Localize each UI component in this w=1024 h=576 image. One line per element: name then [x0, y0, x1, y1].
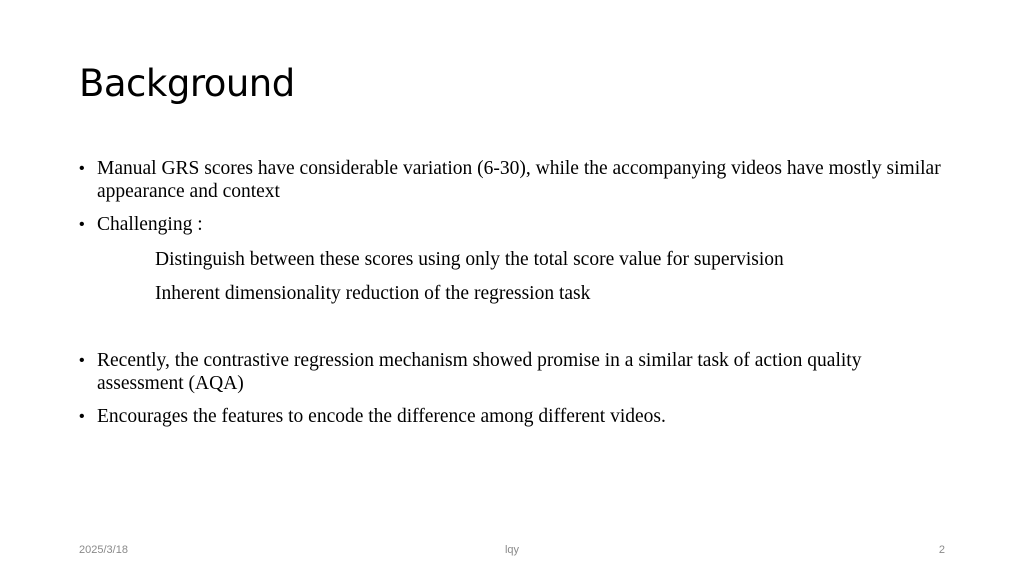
bullet-text: Recently, the contrastive regression mechanism showed promise in a similar task of action quality assessment (AQA): [97, 350, 862, 394]
bullet-marker: •: [79, 160, 85, 177]
bullet-item: [79, 349, 949, 395]
bullet-item: [79, 405, 949, 428]
bullet-item: [79, 157, 949, 203]
bullet-item: [79, 213, 949, 236]
bullet-text: Encourages the features to encode the difference among different videos.: [97, 406, 666, 427]
slide-number: 2: [938, 544, 945, 556]
footer-author: lqy: [504, 544, 520, 556]
sub-point: Inherent dimensionality reduction of the regression task: [155, 283, 591, 304]
bullet-marker: •: [79, 352, 85, 369]
footer-date: 2025/3/18: [79, 544, 128, 556]
bullet-text: Manual GRS scores have considerable variation (6-30), while the accompanying videos have mostly similar appearance and context: [97, 158, 941, 202]
bullet-marker: •: [79, 408, 85, 425]
slide-title: Background: [79, 62, 295, 105]
bullet-text: Challenging :: [97, 214, 203, 235]
sub-point: Distinguish between these scores using only the total score value for supervision: [155, 249, 784, 270]
bullet-marker: •: [79, 216, 85, 233]
